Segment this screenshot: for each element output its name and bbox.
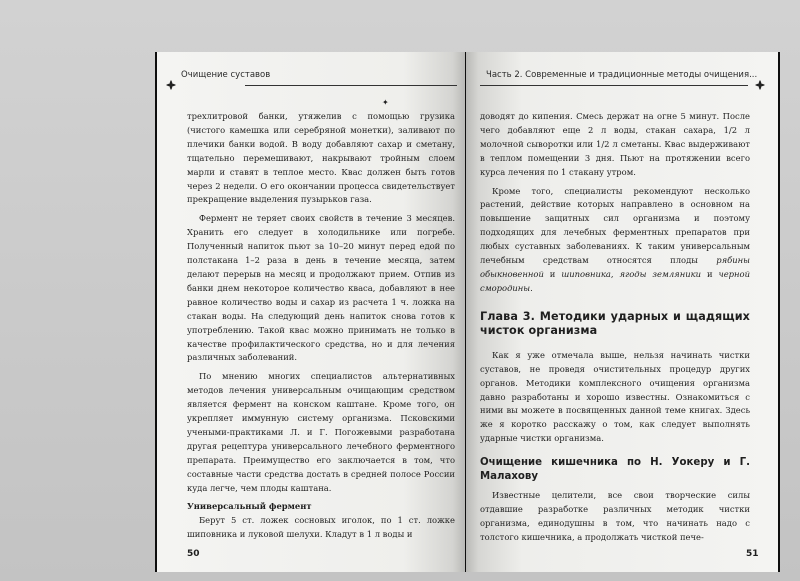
- left-page: [157, 52, 465, 572]
- paragraph: Как я уже отмечала выше, нельзя начинать чистки суставов, не проведя очистительных процедур других органов. Методики комплексного очищения организма давно разработаны и хорошо известны. Ознакомиться с ними вы можете в посвященных данной теме книгах. Здесь же я коротко расскажу о том, как следует выполнять ударные чистки организма.: [480, 349, 750, 444]
- paragraph: Фермент не теряет своих свойств в течение 3 месяцев. Хранить его следует в холодильнике или погребе. Полученный напиток пьют за 10–20 минут перед едой по полстакана 1–2 раза в день в течение месяца, затем делают перерыв на месяц и продолжают прием. Отпив из банки днем некоторое количество кваса, добавляют в нее равное количество воды и сахар из расчета 1 ч. ложка на стакан воды. На следующий день напиток снова готов к употреблению. Такой квас можно принимать не только в качестве профилактического средства, но и для лечения различных заболеваний.: [187, 213, 455, 363]
- ornament-icon: [754, 79, 766, 91]
- header-rule: [245, 85, 457, 86]
- left-text-block: [187, 110, 455, 547]
- section-heading: Очищение кишечника по Н. Уокеру и Г. Малахову: [480, 457, 750, 482]
- chapter-heading: Глава 3. Методики ударных и щадящих чисток организма: [480, 309, 750, 338]
- paragraph: доводят до кипения. Смесь держат на огне 5 минут. После чего добавляют еще 2 л воды, стакан сахара, 1/2 л молочной сыворотки или 1/2 л сметаны. Квас выдерживают в теплом помещении 3 дня. Пьют на протяжении всего курса лечения по 1 стакану утром.: [480, 111, 750, 177]
- page-number: 51: [746, 549, 759, 559]
- page-number: 50: [187, 549, 200, 559]
- running-head: Часть 2. Современные и традиционные методы очищения...: [486, 70, 758, 80]
- paragraph: По мнению многих специалистов альтернативных методов лечения универсальным очищающим средством является фермент на конском каштане. Кроме того, он укрепляет иммунную систему организма. Псковскими учеными-практиками Л. и Г. Погожевыми разработана другая рецептура универсального лечебного ферментного препарата. Преимущество его заключается в том, что составные части средства достать в средней полосе России куда легче, чем плоды каштана.: [187, 371, 455, 493]
- paragraph: Берут 5 ст. ложек сосновых иголок, по 1 ст. ложке шиповника и луковой шелухи. Кладут в 1 л воды и: [187, 515, 455, 540]
- paragraph: трехлитровой банки, утяжелив с помощью грузика (чистого камешка или серебряной монетки), заливают по плечики банки водой. В воду добавляют сахар и сметану, тщательно перемешивают, накрывают тройным слоем марли и ставят в теплое место. Квас должен быть готов через 2 недели. О его окончании процесса свидетельствует прекращение выделения пузырьков газа.: [187, 111, 455, 205]
- ornament-icon: [165, 79, 177, 91]
- right-page: [466, 52, 778, 572]
- paragraph: Известные целители, все свои творческие силы отдавшие разработке различных методик чистки организма, единодушны в том, что начинать надо с толстого кишечника, а продолжать чисткой пече-: [480, 490, 750, 542]
- asterisk-mark: ✦: [382, 98, 389, 107]
- right-text-block: [480, 110, 750, 550]
- paragraph: Кроме того, специалисты рекомендуют несколько растений, действие которых направлено в основном на повышение защитных сил организма и поэтому подходящих для лечебных ферментных препаратов при любых суставных заболеваниях. К таким универсальным лечебным средствам относятся плоды рябины обыкновенной и шиповника, ягоды земляники и черной смородины.: [480, 185, 750, 293]
- open-book: [155, 52, 780, 572]
- header-rule: [480, 85, 748, 86]
- running-head: Очищение суставов: [181, 70, 271, 80]
- subheading: Универсальный фермент: [187, 501, 312, 512]
